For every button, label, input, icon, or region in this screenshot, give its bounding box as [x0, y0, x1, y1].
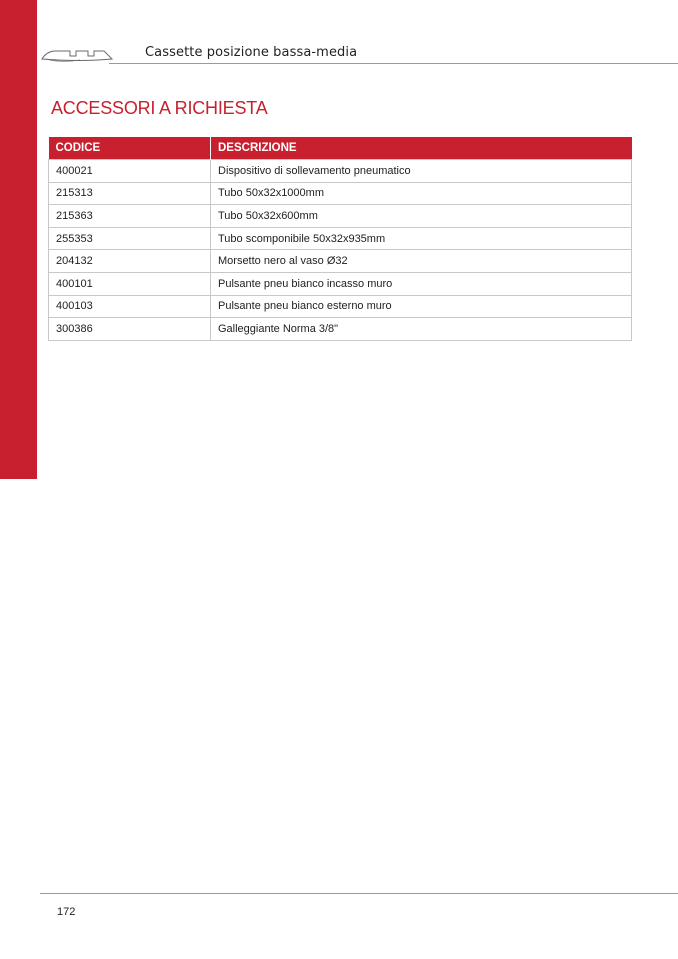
- side-color-band: [0, 0, 37, 479]
- cell-code: 400103: [49, 295, 211, 318]
- cell-code: 215313: [49, 182, 211, 205]
- table-header-row: [49, 137, 632, 160]
- header-rule: [109, 63, 678, 64]
- cell-code: 215363: [49, 205, 211, 228]
- column-header-description: DESCRIZIONE: [211, 137, 632, 160]
- table-row: [49, 182, 632, 205]
- cell-description: Dispositivo di sollevamento pneumatico: [211, 160, 632, 183]
- cell-code: 400101: [49, 272, 211, 295]
- cell-description: Tubo 50x32x600mm: [211, 205, 632, 228]
- section-title: ACCESSORI A RICHIESTA: [51, 98, 268, 118]
- page-number: 172: [57, 906, 76, 918]
- cell-description: Galleggiante Norma 3/8": [211, 318, 632, 341]
- table-row: [49, 227, 632, 250]
- column-header-code: CODICE: [49, 137, 211, 160]
- table-row: [49, 205, 632, 228]
- cell-description: Pulsante pneu bianco incasso muro: [211, 272, 632, 295]
- cell-code: 255353: [49, 227, 211, 250]
- cell-description: Morsetto nero al vaso Ø32: [211, 250, 632, 273]
- table-row: [49, 160, 632, 183]
- table-row: [49, 250, 632, 273]
- page-header-title: Cassette posizione bassa-media: [145, 45, 358, 60]
- cell-code: 300386: [49, 318, 211, 341]
- cell-code: 400021: [49, 160, 211, 183]
- cell-description: Pulsante pneu bianco esterno muro: [211, 295, 632, 318]
- cell-code: 204132: [49, 250, 211, 273]
- accessories-table: [48, 137, 632, 341]
- table-row: [49, 295, 632, 318]
- toilet-cistern-outline-icon: [40, 47, 114, 65]
- table-row: [49, 318, 632, 341]
- footer-rule: [40, 893, 678, 894]
- cell-description: Tubo 50x32x1000mm: [211, 182, 632, 205]
- table-row: [49, 272, 632, 295]
- cell-description: Tubo scomponibile 50x32x935mm: [211, 227, 632, 250]
